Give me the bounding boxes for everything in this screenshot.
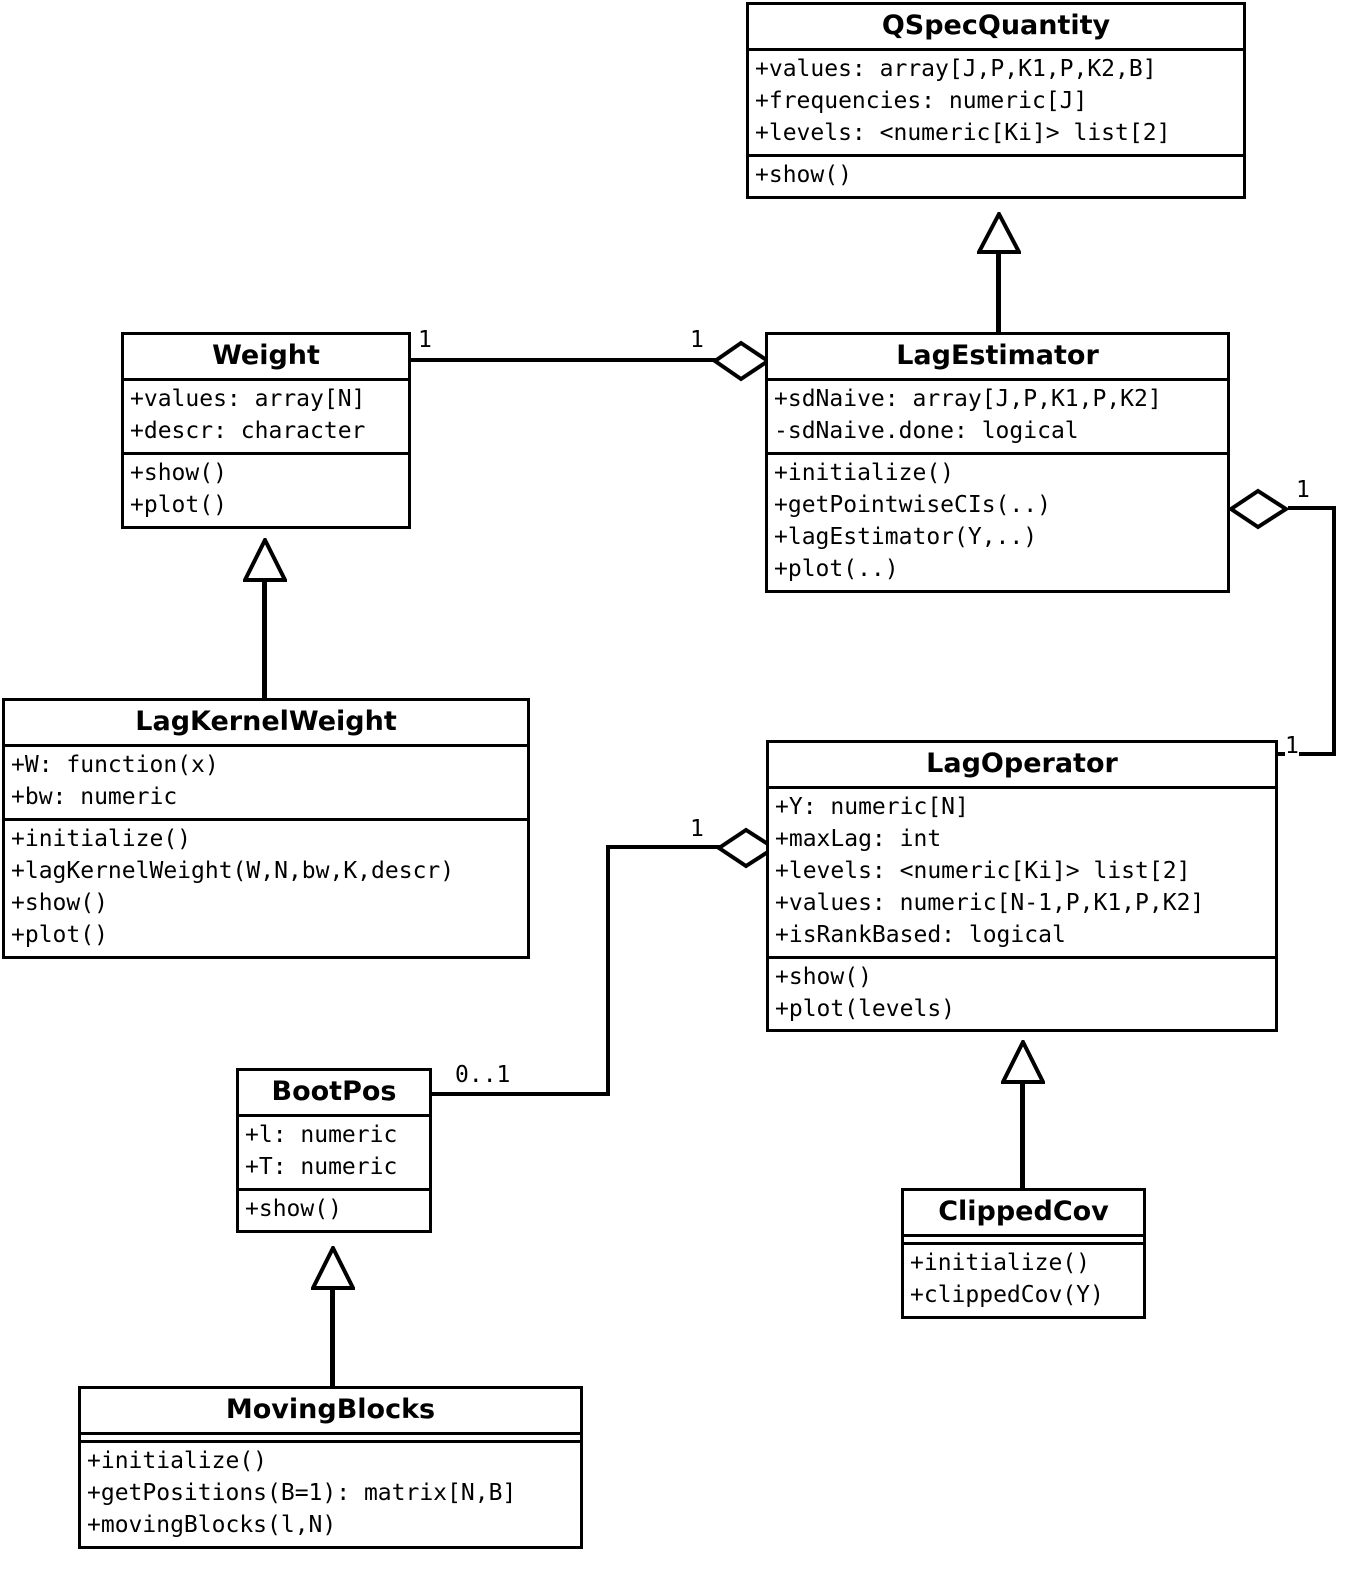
class-box-clippedcov[interactable] (901, 1188, 1146, 1319)
edge-lagestimator-lagoperator-v (1332, 506, 1336, 756)
attribute-row: +l: numeric (245, 1121, 398, 1148)
class-box-lagoperator[interactable] (766, 740, 1278, 1032)
edge-lagoperator-bootpos-h2 (430, 1092, 610, 1096)
class-title-lagoperator: LagOperator (926, 748, 1118, 779)
method-row: +plot(..) (774, 555, 899, 582)
method-row: +show() (130, 459, 227, 486)
class-box-movingblocks[interactable] (78, 1386, 583, 1549)
attribute-row: +values: array[N] (130, 385, 366, 412)
class-methods-movingblocks (81, 1440, 580, 1546)
method-row: +plot() (11, 921, 108, 948)
class-attributes-qspecquantity (749, 48, 1243, 154)
method-row: +show() (11, 889, 108, 916)
class-box-weight[interactable] (121, 332, 411, 529)
method-row: +plot(levels) (775, 995, 956, 1022)
edge-movingblocks-bootpos (330, 1288, 335, 1390)
class-methods-clippedcov (904, 1242, 1143, 1316)
edge-lagestimator-lagoperator-h1 (1288, 506, 1336, 510)
method-row: +initialize() (774, 459, 955, 486)
edge-lagoperator-bootpos-v (606, 845, 610, 1096)
class-title-clippedcov: ClippedCov (938, 1196, 1109, 1227)
attribute-row: +sdNaive: array[J,P,K1,P,K2] (774, 385, 1162, 412)
generalization-arrow-qspecquantity (977, 212, 1021, 256)
attribute-row: +levels: <numeric[Ki]> list[2] (755, 119, 1171, 146)
aggregation-diamond-lagestimator-lagoperator (1228, 487, 1290, 531)
edge-weight-lagestimator (410, 358, 720, 362)
attribute-row: +frequencies: numeric[J] (755, 87, 1088, 114)
attribute-row: +values: numeric[N-1,P,K1,P,K2] (775, 889, 1205, 916)
generalization-arrow-bootpos (311, 1246, 355, 1292)
attribute-row: +isRankBased: logical (775, 921, 1066, 948)
class-title-weight: Weight (212, 340, 320, 371)
attribute-row: +descr: character (130, 417, 366, 444)
edge-lagoperator-bootpos-h1 (606, 845, 726, 849)
method-row: +lagEstimator(Y,..) (774, 523, 1038, 550)
aggregation-diamond-lagestimator-weight (712, 339, 772, 383)
class-title-qspecquantity: QSpecQuantity (881, 10, 1111, 41)
method-row: +show() (755, 161, 852, 188)
class-box-qspecquantity[interactable] (746, 2, 1246, 199)
class-attributes-lagestimator (768, 378, 1227, 452)
edge-lagkernelweight-weight (262, 580, 267, 700)
class-methods-lagestimator (768, 452, 1227, 590)
method-row: +initialize() (910, 1249, 1091, 1276)
method-row: +clippedCov(Y) (910, 1281, 1104, 1308)
edge-clippedcov-lagoperator (1020, 1082, 1025, 1192)
method-row: +getPointwiseCIs(..) (774, 491, 1051, 518)
class-methods-lagkernelweight (5, 818, 527, 956)
class-title-lagkernelweight: LagKernelWeight (135, 706, 397, 737)
class-box-lagestimator[interactable] (765, 332, 1230, 593)
attribute-row: +W: function(x) (11, 751, 219, 778)
class-title-lagestimator: LagEstimator (896, 340, 1099, 371)
generalization-arrow-weight (243, 538, 287, 584)
generalization-arrow-lagoperator (1001, 1040, 1045, 1086)
method-row: +initialize() (87, 1447, 268, 1474)
class-attributes-clippedcov (904, 1234, 1143, 1242)
attribute-row: +values: array[J,P,K1,P,K2,B] (755, 55, 1157, 82)
edge-lagestimator-qspecquantity (996, 253, 1001, 333)
multiplicity-lagestimator-left: 1 (690, 327, 704, 353)
method-row: +show() (775, 963, 872, 990)
multiplicity-lagoperator-left: 1 (690, 816, 704, 842)
multiplicity-lagestimator-right: 1 (1296, 477, 1310, 503)
class-methods-qspecquantity (749, 154, 1243, 196)
class-methods-bootpos (239, 1188, 429, 1230)
class-methods-lagoperator (769, 956, 1275, 1030)
class-title-bootpos: BootPos (271, 1076, 397, 1107)
class-title-movingblocks: MovingBlocks (225, 1394, 436, 1425)
multiplicity-bootpos-right: 0..1 (455, 1062, 511, 1088)
class-attributes-movingblocks (81, 1432, 580, 1440)
attribute-row: +T: numeric (245, 1153, 398, 1180)
attribute-row: +Y: numeric[N] (775, 793, 969, 820)
class-attributes-bootpos (239, 1114, 429, 1188)
method-row: +movingBlocks(l,N) (87, 1511, 337, 1538)
multiplicity-weight-right: 1 (418, 327, 432, 353)
method-row: +show() (245, 1195, 342, 1222)
class-attributes-weight (124, 378, 408, 452)
attribute-row: +levels: <numeric[Ki]> list[2] (775, 857, 1191, 884)
method-row: +getPositions(B=1): matrix[N,B] (87, 1479, 517, 1506)
edge-lagestimator-lagoperator-h2 (1275, 752, 1335, 756)
method-row: +lagKernelWeight(W,N,bw,K,descr) (11, 857, 455, 884)
class-box-lagkernelweight[interactable] (2, 698, 530, 959)
multiplicity-lagoperator-right: 1 (1285, 733, 1299, 759)
class-methods-weight (124, 452, 408, 526)
attribute-row: +bw: numeric (11, 783, 178, 810)
class-box-bootpos[interactable] (236, 1068, 432, 1233)
method-row: +plot() (130, 491, 227, 518)
class-attributes-lagkernelweight (5, 744, 527, 818)
attribute-row: +maxLag: int (775, 825, 942, 852)
method-row: +initialize() (11, 825, 192, 852)
attribute-row: -sdNaive.done: logical (774, 417, 1079, 444)
class-attributes-lagoperator (769, 786, 1275, 956)
